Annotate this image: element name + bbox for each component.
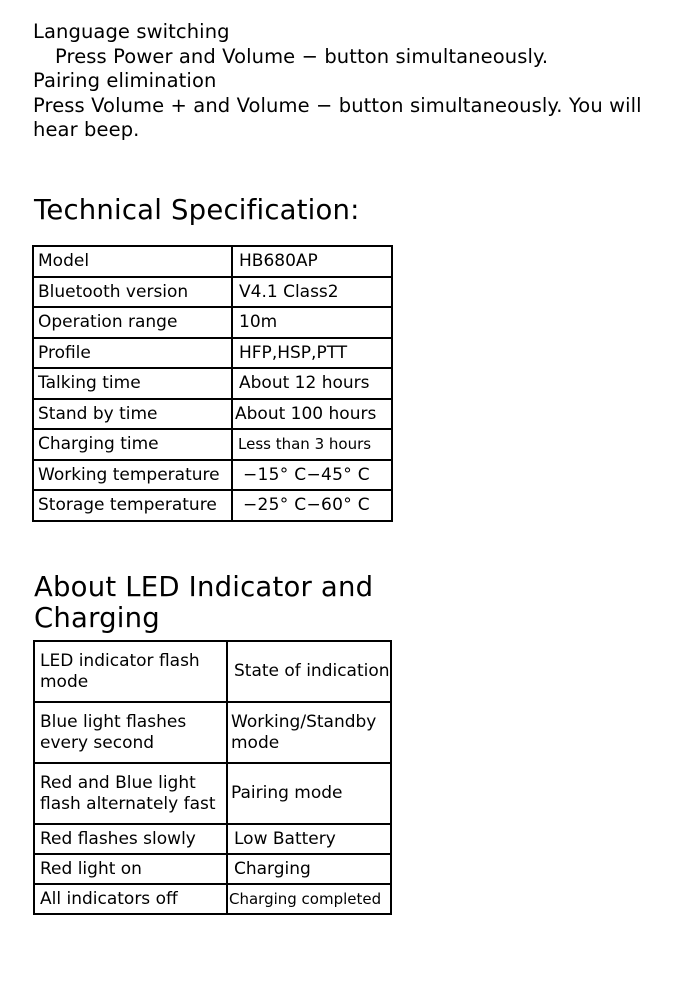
spec-label: Working temperature xyxy=(33,460,232,491)
spec-label: Bluetooth version xyxy=(33,277,232,308)
led-state-cell: Pairing mode xyxy=(227,763,391,824)
spec-label: Talking time xyxy=(33,368,232,399)
spec-label: Model xyxy=(33,246,232,277)
spec-value: −25° C−60° C xyxy=(232,490,392,521)
spec-label: Profile xyxy=(33,338,232,369)
tech-spec-heading: Technical Specification: xyxy=(34,194,360,226)
instruction-heading-pairing-elimination: Pairing elimination xyxy=(33,69,217,92)
instruction-text-pairing-elimination-cont: hear beep. xyxy=(33,118,140,141)
table-row xyxy=(34,854,391,884)
spec-value: V4.1 Class2 xyxy=(232,277,392,308)
table-row xyxy=(34,763,391,824)
spec-value: About 100 hours xyxy=(232,399,392,430)
table-row xyxy=(33,368,392,399)
spec-value: About 12 hours xyxy=(232,368,392,399)
led-state-cell: Working/Standby mode xyxy=(227,702,391,763)
spec-label: Charging time xyxy=(33,429,232,460)
spec-value: HB680AP xyxy=(232,246,392,277)
spec-label: Stand by time xyxy=(33,399,232,430)
table-row xyxy=(33,460,392,491)
table-row xyxy=(33,399,392,430)
table-row xyxy=(33,338,392,369)
tech-spec-table xyxy=(32,245,393,522)
instruction-text-pairing-elimination: Press Volume + and Volume − button simultaneously. You will xyxy=(33,93,642,117)
spec-value: 10m xyxy=(232,307,392,338)
table-row xyxy=(33,307,392,338)
instructions-section xyxy=(33,20,683,143)
spec-label: Operation range xyxy=(33,307,232,338)
led-mode-cell: All indicators off xyxy=(34,884,227,914)
table-row xyxy=(33,490,392,521)
led-mode-cell: Blue light flashes every second xyxy=(34,702,227,763)
table-row xyxy=(34,824,391,854)
table-row xyxy=(33,246,392,277)
led-mode-cell: Red flashes slowly xyxy=(34,824,227,854)
table-row xyxy=(33,277,392,308)
led-state-cell: Charging xyxy=(227,854,391,884)
led-indicator-table xyxy=(33,640,392,915)
led-mode-cell: LED indicator flash mode xyxy=(34,641,227,702)
led-mode-cell: Red and Blue light flash alternately fast xyxy=(34,763,227,824)
led-state-cell: Charging completed xyxy=(227,884,391,914)
spec-value: HFP,HSP,PTT xyxy=(232,338,392,369)
spec-value: Less than 3 hours xyxy=(232,429,392,460)
led-indicator-heading: About LED Indicator and Charging xyxy=(34,571,374,634)
spec-label: Storage temperature xyxy=(33,490,232,521)
table-row xyxy=(33,429,392,460)
instruction-heading-language-switching: Language switching xyxy=(33,20,230,43)
instruction-text-language-switching: Press Power and Volume − button simultaneously. xyxy=(55,44,549,68)
spec-value: −15° C−45° C xyxy=(232,460,392,491)
table-row xyxy=(34,641,391,702)
table-row xyxy=(34,884,391,914)
led-state-cell: State of indication xyxy=(227,641,391,702)
table-row xyxy=(34,702,391,763)
led-mode-cell: Red light on xyxy=(34,854,227,884)
led-state-cell: Low Battery xyxy=(227,824,391,854)
